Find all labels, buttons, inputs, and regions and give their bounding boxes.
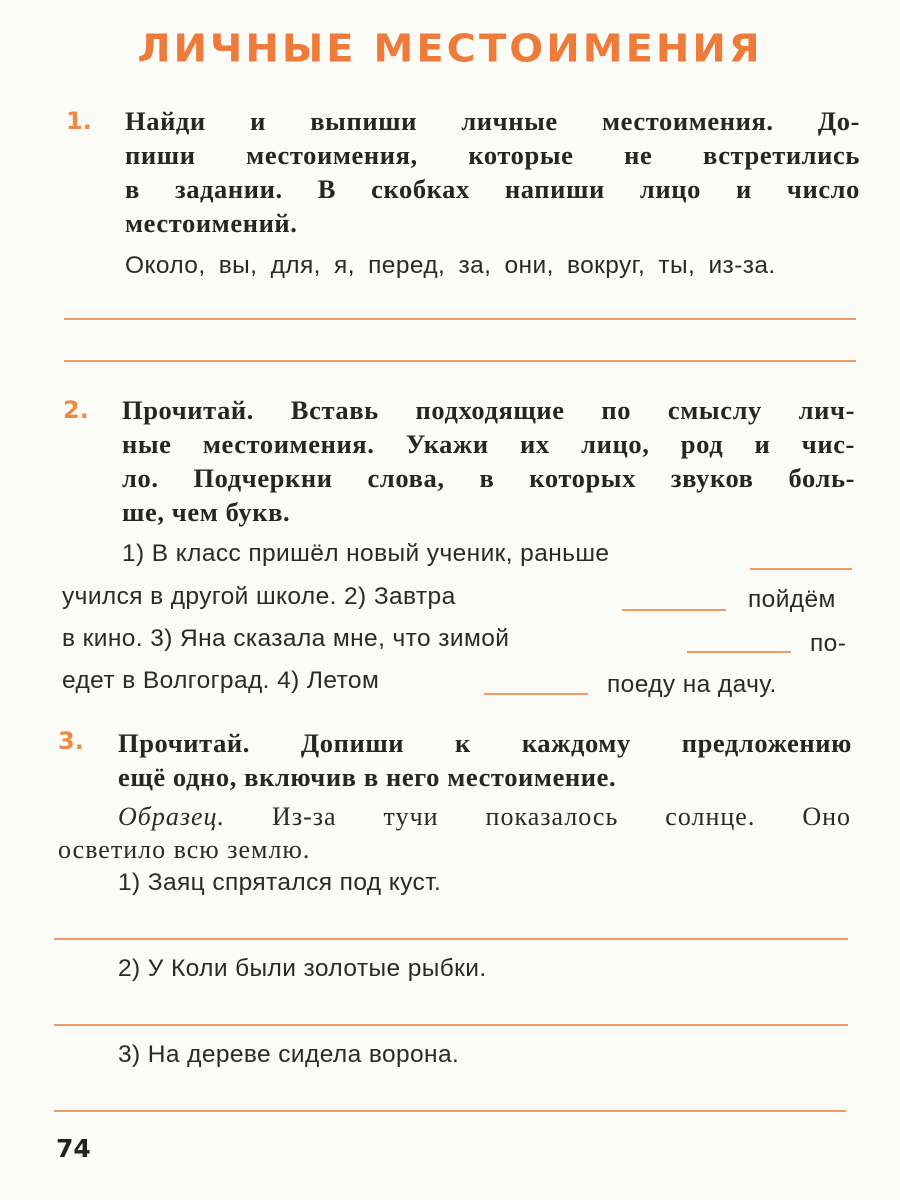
task3-line-1: Прочитай. Допиши к каждому предложению (118, 728, 852, 758)
page-title: ЛИЧНЫЕ МЕСТОИМЕНИЯ (137, 27, 763, 71)
task2-number: 2. (63, 396, 89, 424)
answer-line[interactable] (64, 360, 856, 362)
task2-text-fragment: по- (810, 630, 847, 657)
task2-line-4: ше, чем букв. (122, 497, 291, 527)
answer-line[interactable] (54, 938, 848, 940)
task1-line-2: пиши местоимения, которые не встретились (125, 140, 860, 170)
task2-line-2: ные местоимения. Укажи их лицо, род и чис- (122, 429, 855, 459)
sample-label: Образец. (118, 802, 226, 831)
task2-sentence-1: 1) В класс пришёл новый ученик, раньше (122, 540, 610, 567)
task3-sentence-2: 2) У Коли были золотые рыбки. (118, 955, 487, 982)
answer-line[interactable] (64, 318, 856, 320)
task3-line-2: ещё одно, включив в него местоимение. (118, 762, 617, 792)
task1-instructions (125, 104, 860, 240)
task3-instructions (118, 726, 852, 794)
task1-line-4: местоимений. (125, 208, 298, 238)
task1-number: 1. (66, 107, 92, 135)
task3-sentence-3: 3) На дереве сидела ворона. (118, 1041, 460, 1068)
task2-sentence-3: в кино. 3) Яна сказала мне, что зимой (62, 625, 510, 652)
task2-instructions (122, 393, 855, 529)
task3-number: 3. (58, 727, 84, 755)
task2-line-1: Прочитай. Вставь подходящие по смыслу лич- (122, 395, 855, 425)
task2-text-fragment: поеду на дачу. (607, 671, 777, 698)
task1-word-list: Около, вы, для, я, перед, за, они, вокруг, ты, из-за. (125, 252, 776, 279)
fill-blank[interactable] (484, 693, 588, 695)
task2-sentence-1-end: учился в другой школе. 2) Завтра (62, 583, 456, 610)
task2-text-fragment: пойдём (748, 586, 836, 613)
fill-blank[interactable] (687, 651, 791, 653)
fill-blank[interactable] (750, 568, 852, 570)
task3-sentence-1: 1) Заяц спрятался под куст. (118, 869, 442, 896)
page-number: 74 (56, 1134, 91, 1163)
answer-line[interactable] (54, 1110, 846, 1112)
task2-line-3: ло. Подчеркни слова, в которых звуков боль- (122, 463, 855, 493)
task3-sample-continuation: осветило всю землю. (58, 835, 311, 864)
task1-line-3: в задании. В скобках напиши лицо и число (125, 174, 860, 204)
sample-text: Из-за тучи показалось солнце. Оно (272, 802, 852, 831)
task1-line-1: Найди и выпиши личные местоимения. До- (125, 106, 860, 136)
task3-sample (118, 802, 851, 832)
answer-line[interactable] (54, 1024, 848, 1026)
fill-blank[interactable] (622, 609, 726, 611)
task2-sentence-4: едет в Волгоград. 4) Летом (62, 667, 380, 694)
